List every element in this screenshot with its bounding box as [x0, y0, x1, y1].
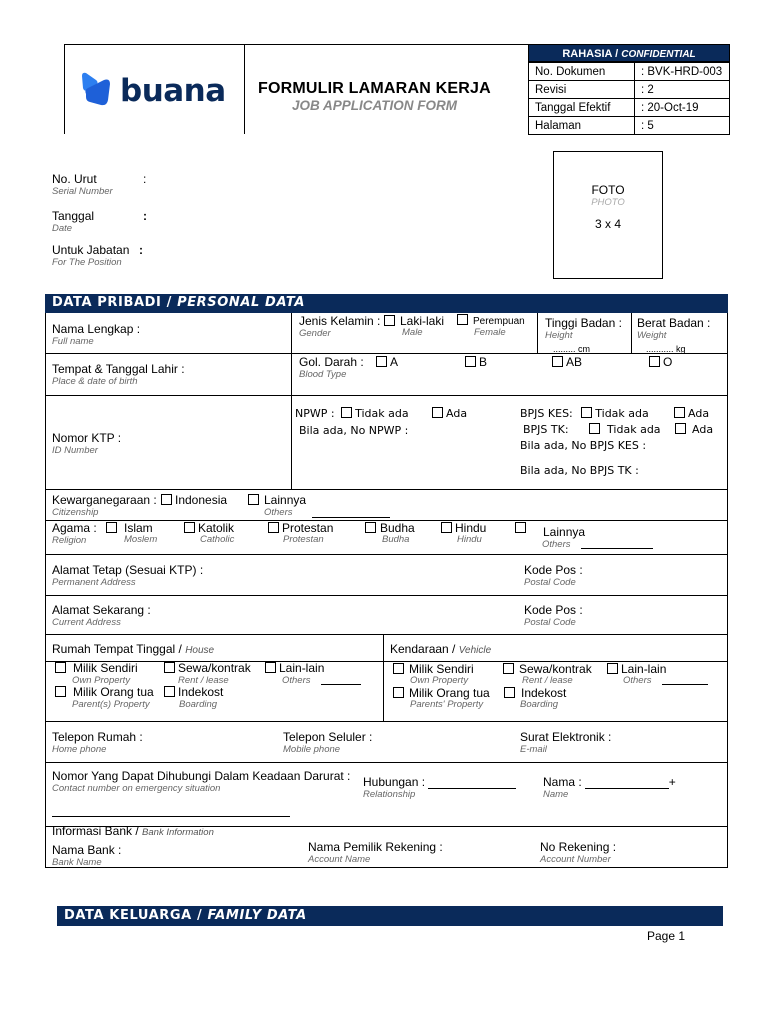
birth-label: Tempat & Tanggal Lahir : [52, 362, 185, 376]
other-citizenship-label-en: Others [264, 507, 293, 518]
vehicle-boarding-label-en: Boarding [520, 699, 559, 710]
serial-number-field[interactable] [52, 172, 113, 197]
bpjs-kes-yes-option[interactable] [674, 407, 709, 420]
male-checkbox[interactable] [384, 315, 395, 326]
house-parent-label: Milik Orang tua [73, 685, 154, 699]
blood-o-label: O [663, 355, 673, 369]
full-name-field[interactable] [52, 322, 140, 347]
serial-colon: : [143, 172, 147, 186]
photo-label: FOTO [591, 183, 625, 197]
row-line [45, 353, 728, 354]
position-label-en: For The Position [52, 257, 122, 268]
photo-label-en: PHOTO [591, 197, 625, 208]
bank-info-label: Informasi Bank / [52, 824, 139, 838]
col-line [537, 313, 538, 353]
header-left-border [64, 44, 65, 134]
bpjs-kes-no-checkbox[interactable] [581, 407, 592, 418]
bpjs-kes-yes-label: Ada [688, 407, 710, 420]
personal-title: DATA PRIBADI / [52, 295, 172, 310]
religion-catholic-option[interactable] [184, 521, 234, 535]
religion-field [52, 521, 97, 546]
postal-label: Kode Pos : [524, 603, 583, 617]
form-title: FORMULIR LAMARAN KERJA [258, 80, 491, 97]
blood-a-label: A [390, 355, 399, 369]
npwp-yes-label: Ada [446, 407, 468, 420]
bpjs-tk-yes-option[interactable] [675, 423, 713, 436]
mobile-label-en: Mobile phone [283, 744, 341, 755]
house-boarding-checkbox[interactable] [164, 686, 175, 697]
vehicle-boarding-option[interactable] [504, 686, 566, 700]
meta-row-page [529, 117, 730, 135]
other-religion-checkbox[interactable] [515, 522, 526, 533]
home-phone-field[interactable] [52, 730, 143, 755]
account-number-label-en: Account Number [540, 854, 611, 865]
birth-label-en: Place & date of birth [52, 376, 138, 387]
blood-label-en: Blood Type [299, 369, 347, 380]
vehicle-parent-option[interactable] [393, 686, 490, 700]
meta-key: Halaman [529, 117, 635, 135]
npwp-yes-option[interactable] [432, 407, 467, 420]
table-bottom-border [45, 867, 728, 868]
vehicle-label-group [390, 642, 491, 658]
protestant-label-en: Protestan [283, 534, 324, 545]
vehicle-own-checkbox[interactable] [393, 663, 404, 674]
house-own-label-en: Own Property [72, 675, 131, 686]
bpjs-tk-field [523, 423, 661, 436]
bpjs-tk-no-checkbox[interactable] [589, 423, 600, 434]
bank-name-label: Nama Bank : [52, 843, 122, 857]
catholic-label-en: Catholic [200, 534, 235, 545]
religion-other-option[interactable] [515, 521, 529, 535]
bpjs-kes-yes-checkbox[interactable] [674, 407, 685, 418]
personal-title-en: PERSONAL DATA [177, 295, 305, 310]
emergency-relation-field[interactable] [363, 775, 516, 800]
emergency-name-label: Nama : [543, 775, 582, 789]
relation-label: Hubungan : [363, 775, 426, 789]
gender-male-option[interactable] [384, 314, 444, 328]
islam-checkbox[interactable] [106, 522, 117, 533]
confidential-label: RAHASIA / [562, 48, 619, 60]
religion-budha-option[interactable] [365, 521, 415, 535]
emergency-name-label-en: Name [543, 789, 569, 800]
hindu-label-en: Hindu [457, 534, 482, 545]
budha-label-en: Budha [382, 534, 410, 545]
islam-label: Islam [124, 521, 153, 535]
vehicle-rent-option[interactable] [503, 662, 592, 676]
blood-type-field [299, 355, 364, 380]
vehicle-rent-label-en: Rent / lease [522, 675, 573, 686]
bpjs-kes-field [520, 407, 649, 420]
position-field[interactable] [52, 243, 129, 268]
height-label-en: Height [545, 330, 573, 341]
female-label: Perempuan [473, 316, 525, 327]
home-phone-label: Telepon Rumah : [52, 730, 143, 744]
house-other-option[interactable] [265, 661, 324, 675]
full-name-label-en: Full name [52, 336, 94, 347]
meta-key: Tanggal Efektif [529, 99, 635, 117]
npwp-no-label: Tidak ada [355, 407, 409, 420]
protestant-label: Protestan [282, 521, 334, 535]
height-label: Tinggi Badan : [545, 316, 622, 330]
col-line [383, 634, 384, 721]
npwp-field [295, 407, 409, 420]
ktp-field[interactable] [52, 431, 121, 456]
emergency-label-en: Contact number on emergency situation [52, 783, 221, 794]
row-line [45, 489, 728, 490]
date-label-en: Date [52, 223, 73, 234]
row-line [45, 554, 728, 555]
perm-address-label: Alamat Tetap (Sesuai KTP) : [52, 563, 204, 577]
house-parent-checkbox[interactable] [55, 686, 66, 697]
header-divider [244, 44, 245, 134]
emergency-label: Nomor Yang Dapat Dihubungi Dalam Keadaan Darurat : [52, 769, 351, 783]
citizenship-label-en: Citizenship [52, 507, 99, 518]
mobile-phone-field[interactable] [283, 730, 372, 755]
islam-label-en: Moslem [124, 534, 158, 545]
bpjs-tk-yes-checkbox[interactable] [675, 423, 686, 434]
gender-label-en: Gender [299, 328, 331, 339]
permanent-postal-field[interactable] [524, 563, 583, 588]
vehicle-own-label-en: Own Property [410, 675, 469, 686]
house-own-label: Milik Sendiri [73, 661, 138, 675]
religion-label: Agama : [52, 521, 97, 535]
budha-checkbox[interactable] [365, 522, 376, 533]
blood-o-checkbox[interactable] [649, 356, 660, 367]
emergency-number-line[interactable] [52, 816, 290, 817]
emergency-name-line[interactable] [585, 777, 669, 789]
height-field[interactable] [545, 316, 622, 355]
house-other-label: Lain-lain [279, 661, 325, 675]
blood-option-b[interactable] [465, 355, 487, 369]
bpjs-kes-label: BPJS KES: [520, 407, 573, 420]
col-line [291, 313, 292, 489]
indonesia-checkbox[interactable] [161, 494, 172, 505]
house-rent-checkbox[interactable] [164, 662, 175, 673]
height-unit: ......... cm [553, 344, 591, 354]
meta-row-revision [529, 81, 730, 99]
blood-ab-checkbox[interactable] [552, 356, 563, 367]
other-religion-label-en: Others [542, 539, 571, 550]
blood-ab-label: AB [566, 355, 583, 369]
house-own-option[interactable] [55, 661, 138, 675]
bpjs-kes-number-label: Bila ada, No BPJS KES : [520, 439, 647, 452]
vehicle-other-label: Lain-lain [621, 662, 667, 676]
position-colon: : [139, 243, 143, 257]
row-line [45, 762, 728, 763]
house-boarding-label: Indekost [178, 685, 224, 699]
female-checkbox[interactable] [457, 314, 468, 325]
meta-value: : BVK-HRD-003 [635, 63, 730, 81]
npwp-number-label: Bila ada, No NPWP : [299, 424, 409, 437]
account-holder-label-en: Account Name [308, 854, 371, 865]
vehicle-other-option[interactable] [607, 662, 666, 676]
meta-row-doc-no [529, 63, 730, 81]
buana-logo-text: buana [120, 73, 226, 109]
blood-b-label: B [479, 355, 488, 369]
bpjs-kes-no-label: Tidak ada [595, 407, 649, 420]
vehicle-parent-checkbox[interactable] [393, 687, 404, 698]
gender-female-option[interactable] [457, 314, 525, 327]
weight-field[interactable] [637, 316, 710, 355]
email-label-en: E-mail [520, 744, 547, 755]
date-colon: : [143, 209, 147, 223]
npwp-label: NPWP : [295, 407, 335, 420]
house-label: Rumah Tempat Tinggal / [52, 642, 182, 656]
meta-key: No. Dokumen [529, 63, 635, 81]
curr-address-label-en: Current Address [52, 617, 121, 628]
religion-label-en: Religion [52, 535, 87, 546]
row-line [45, 595, 728, 596]
bpjs-tk-number-label: Bila ada, No BPJS TK : [520, 464, 639, 477]
family-title: DATA KELUARGA / [64, 908, 203, 923]
gender-label: Jenis Kelamin : [299, 314, 381, 328]
house-parent-label-en: Parent(s) Property [72, 699, 150, 710]
document-meta-table [528, 44, 730, 135]
vehicle-label: Kendaraan / [390, 642, 456, 656]
female-label-en: Female [474, 327, 506, 338]
buana-logo [78, 72, 114, 113]
relation-line[interactable] [428, 777, 516, 789]
vehicle-boarding-label: Indekost [521, 686, 567, 700]
email-field[interactable] [520, 730, 611, 755]
house-rent-label: Sewa/kontrak [178, 661, 251, 675]
blood-option-ab[interactable] [552, 355, 582, 369]
catholic-label: Katolik [198, 521, 235, 535]
vehicle-rent-label: Sewa/kontrak [519, 662, 592, 676]
ktp-label-en: ID Number [52, 445, 98, 456]
weight-label: Berat Badan : [637, 316, 711, 330]
postal-label-en: Postal Code [524, 577, 576, 588]
house-other-line[interactable] [321, 684, 361, 685]
vehicle-parent-label: Milik Orang tua [409, 686, 490, 700]
personal-data-header [45, 294, 728, 313]
page-number: Page 1 [647, 929, 686, 943]
bank-name-label-en: Bank Name [52, 857, 102, 868]
npwp-no-checkbox[interactable] [341, 407, 352, 418]
house-parent-option[interactable] [55, 685, 154, 699]
family-data-header [57, 906, 723, 926]
vehicle-other-checkbox[interactable] [607, 663, 618, 674]
house-other-checkbox[interactable] [265, 662, 276, 673]
ktp-label: Nomor KTP : [52, 431, 122, 445]
emergency-contact-field[interactable] [52, 769, 350, 794]
table-right-border [727, 313, 728, 868]
house-boarding-label-en: Boarding [179, 699, 218, 710]
religion-protestant-option[interactable] [268, 521, 333, 535]
date-label: Tanggal [52, 209, 95, 223]
other-citizenship-line[interactable] [312, 517, 390, 518]
postal-label: Kode Pos : [524, 563, 583, 577]
blood-label: Gol. Darah : [299, 355, 364, 369]
house-other-label-en: Others [282, 675, 311, 686]
photo-size: 3 x 4 [594, 217, 621, 231]
npwp-yes-checkbox[interactable] [432, 407, 443, 418]
citizenship-indonesia-option[interactable] [161, 493, 227, 507]
mobile-label: Telepon Seluler : [283, 730, 373, 744]
buana-logo-icon [78, 72, 114, 110]
blood-option-o[interactable] [649, 355, 672, 369]
meta-rows [528, 62, 730, 135]
current-postal-field[interactable] [524, 603, 583, 628]
blood-a-checkbox[interactable] [376, 356, 387, 367]
serial-label: No. Urut [52, 172, 97, 186]
meta-value: : 5 [635, 117, 730, 135]
row-line [45, 634, 728, 635]
header-top-border [64, 44, 528, 45]
bank-info-label-en: Bank Information [142, 827, 214, 838]
family-title-en: FAMILY DATA [207, 908, 307, 923]
blood-b-checkbox[interactable] [465, 356, 476, 367]
bpjs-tk-no-label: Tidak ada [607, 423, 661, 436]
permanent-address-field[interactable] [52, 563, 203, 588]
citizenship-label: Kewarganegaraan : [52, 493, 157, 507]
confidential-banner [528, 44, 730, 62]
bank-name-field[interactable] [52, 843, 121, 868]
house-label-group [52, 642, 214, 658]
row-line [45, 721, 728, 722]
religion-islam-option[interactable] [106, 521, 153, 535]
account-number-field[interactable] [540, 840, 616, 865]
house-label-en: House [185, 645, 215, 656]
account-holder-field[interactable] [308, 840, 443, 865]
meta-row-effective-date [529, 99, 730, 117]
other-citizenship-checkbox[interactable] [248, 494, 259, 505]
vehicle-other-line[interactable] [662, 684, 708, 685]
blood-option-a[interactable] [376, 355, 398, 369]
house-boarding-option[interactable] [164, 685, 223, 699]
vehicle-boarding-checkbox[interactable] [504, 687, 515, 698]
serial-label-en: Serial Number [52, 186, 113, 197]
home-phone-label-en: Home phone [52, 744, 107, 755]
vehicle-own-option[interactable] [393, 662, 474, 676]
current-address-field[interactable] [52, 603, 151, 628]
relation-label-en: Relationship [363, 789, 416, 800]
bpjs-tk-label: BPJS TK: [523, 423, 569, 436]
table-left-border [45, 313, 46, 868]
account-holder-label: Nama Pemilik Rekening : [308, 840, 443, 854]
house-rent-option[interactable] [164, 661, 251, 675]
hindu-checkbox[interactable] [441, 522, 452, 533]
col-line [631, 313, 632, 353]
bpjs-tk-yes-label: Ada [692, 423, 714, 436]
meta-value: : 20-Oct-19 [635, 99, 730, 117]
vehicle-rent-checkbox[interactable] [503, 663, 514, 674]
position-label: Untuk Jabatan [52, 243, 130, 257]
curr-address-label: Alamat Sekarang : [52, 603, 151, 617]
form-subtitle: JOB APPLICATION FORM [292, 98, 457, 113]
emergency-name-field[interactable] [543, 775, 676, 800]
email-label: Surat Elektronik : [520, 730, 612, 744]
budha-label: Budha [380, 521, 415, 535]
male-label: Laki-laki [400, 314, 445, 328]
vehicle-own-label: Milik Sendiri [409, 662, 474, 676]
citizenship-field [52, 493, 157, 518]
full-name-label: Nama Lengkap : [52, 322, 141, 336]
row-line [45, 395, 728, 396]
birth-field[interactable] [52, 362, 185, 387]
house-rent-label-en: Rent / lease [178, 675, 229, 686]
vehicle-other-label-en: Others [623, 675, 652, 686]
catholic-checkbox[interactable] [184, 522, 195, 533]
account-number-label: No Rekening : [540, 840, 617, 854]
house-own-checkbox[interactable] [55, 662, 66, 673]
vehicle-parent-label-en: Parents' Property [410, 699, 484, 710]
other-citizenship-label: Lainnya [264, 493, 307, 507]
weight-unit: ........... kg [646, 344, 686, 354]
vehicle-label-en: Vehicle [458, 645, 492, 656]
confidential-label-en: CONFIDENTIAL [621, 49, 696, 60]
hindu-label: Hindu [455, 521, 487, 535]
indonesia-label: Indonesia [175, 493, 228, 507]
date-field[interactable] [52, 209, 94, 234]
postal-label-en: Postal Code [524, 617, 576, 628]
citizenship-other-option[interactable] [248, 493, 306, 507]
photo-box[interactable] [553, 151, 663, 279]
protestant-checkbox[interactable] [268, 522, 279, 533]
gender-field [299, 314, 380, 339]
bank-info-label-group [52, 824, 214, 840]
weight-label-en: Weight [637, 330, 667, 341]
other-religion-label: Lainnya [543, 525, 586, 539]
religion-hindu-option[interactable] [441, 521, 486, 535]
perm-address-label-en: Permanent Address [52, 577, 136, 588]
other-religion-line[interactable] [581, 548, 653, 549]
meta-value: : 2 [635, 81, 730, 99]
meta-key: Revisi [529, 81, 635, 99]
plus-sign: + [668, 775, 676, 789]
male-label-en: Male [402, 327, 423, 338]
